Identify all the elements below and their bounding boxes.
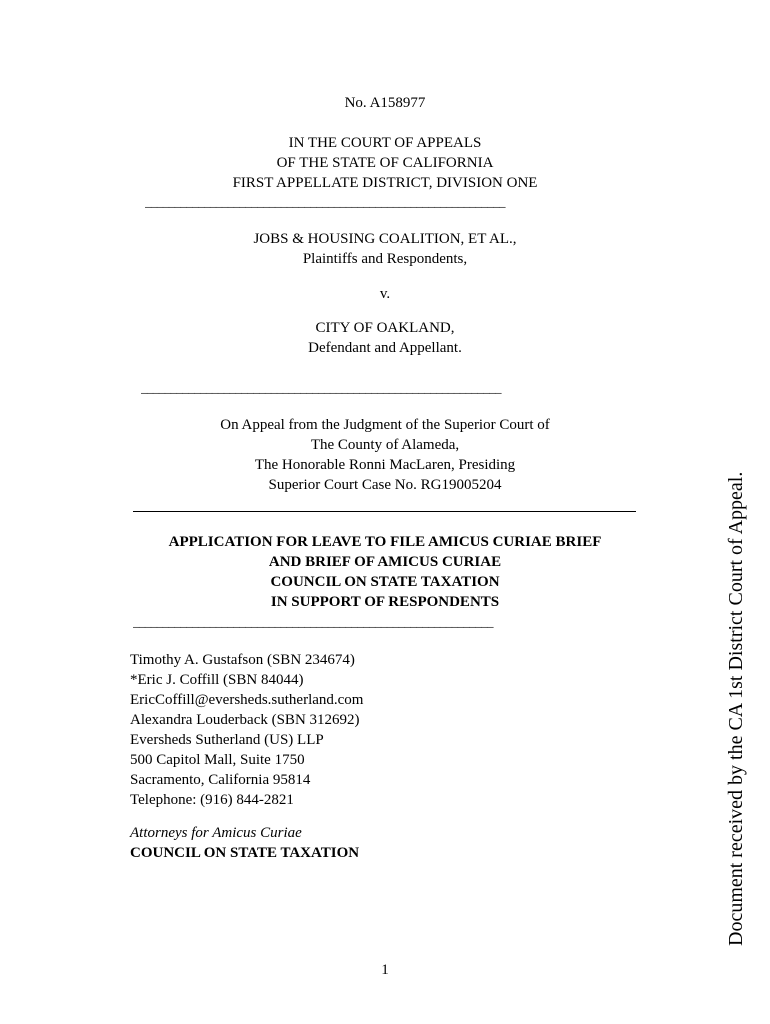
court-heading: [0, 133, 770, 193]
firm-name: Eversheds Sutherland (US) LLP: [130, 732, 324, 748]
attorney-line: Alexandra Louderback (SBN 312692): [130, 712, 360, 728]
court-line-1: IN THE COURT OF APPEALS: [288, 135, 482, 151]
attorney-line: Timothy A. Gustafson (SBN 234674): [130, 652, 355, 668]
versus-text: v.: [379, 286, 391, 302]
title-line-4: IN SUPPORT OF RESPONDENTS: [270, 594, 500, 610]
page-number: 1: [381, 962, 389, 978]
firm-telephone: Telephone: (916) 844-2821: [130, 792, 294, 808]
underscore-rule-1: _____________________________________________________________: [145, 195, 505, 209]
defendant-name: CITY OF OAKLAND,: [315, 320, 455, 336]
underscore-rule-3: _____________________________________________________________: [133, 615, 493, 629]
appeal-line-1: On Appeal from the Judgment of the Superior Court of: [220, 417, 550, 433]
counsel-client: COUNCIL ON STATE TAXATION: [130, 845, 360, 861]
case-number-block: [0, 93, 770, 113]
appeal-line-4: Superior Court Case No. RG19005204: [268, 477, 502, 493]
appeal-block: [0, 415, 770, 495]
attorney-block: [130, 650, 610, 810]
attorney-line: *Eric J. Coffill (SBN 84044): [130, 672, 304, 688]
title-line-2: AND BRIEF OF AMICUS CURIAE: [268, 554, 502, 570]
court-line-3: FIRST APPELLATE DISTRICT, DIVISION ONE: [232, 175, 538, 191]
title-line-1: APPLICATION FOR LEAVE TO FILE AMICUS CURIAE BRIEF: [168, 534, 602, 550]
court-line-2: OF THE STATE OF CALIFORNIA: [276, 155, 494, 171]
plaintiffs-block: [0, 229, 770, 269]
underscore-rule-2: _____________________________________________________________: [141, 381, 501, 395]
firm-city: Sacramento, California 95814: [130, 772, 311, 788]
appeal-line-2: The County of Alameda,: [310, 437, 460, 453]
attorney-email: EricCoffill@eversheds.sutherland.com: [130, 692, 364, 708]
plaintiffs-name: JOBS & HOUSING COALITION, ET AL.,: [253, 231, 517, 247]
versus-block: [0, 284, 770, 304]
appeal-line-3: The Honorable Ronni MacLaren, Presiding: [254, 457, 516, 473]
solid-rule: [133, 511, 636, 512]
counsel-role-block: [130, 823, 610, 863]
document-title: [0, 532, 770, 612]
court-received-stamp: Document received by the CA 1st District Court of Appeal.: [725, 471, 747, 946]
firm-address: 500 Capitol Mall, Suite 1750: [130, 752, 305, 768]
defendant-role: Defendant and Appellant.: [308, 340, 462, 356]
counsel-role: Attorneys for Amicus Curiae: [130, 825, 302, 841]
plaintiffs-role: Plaintiffs and Respondents,: [302, 251, 468, 267]
defendant-block: [0, 318, 770, 358]
case-number: No. A158977: [344, 95, 426, 111]
title-line-3: COUNCIL ON STATE TAXATION: [270, 574, 500, 590]
